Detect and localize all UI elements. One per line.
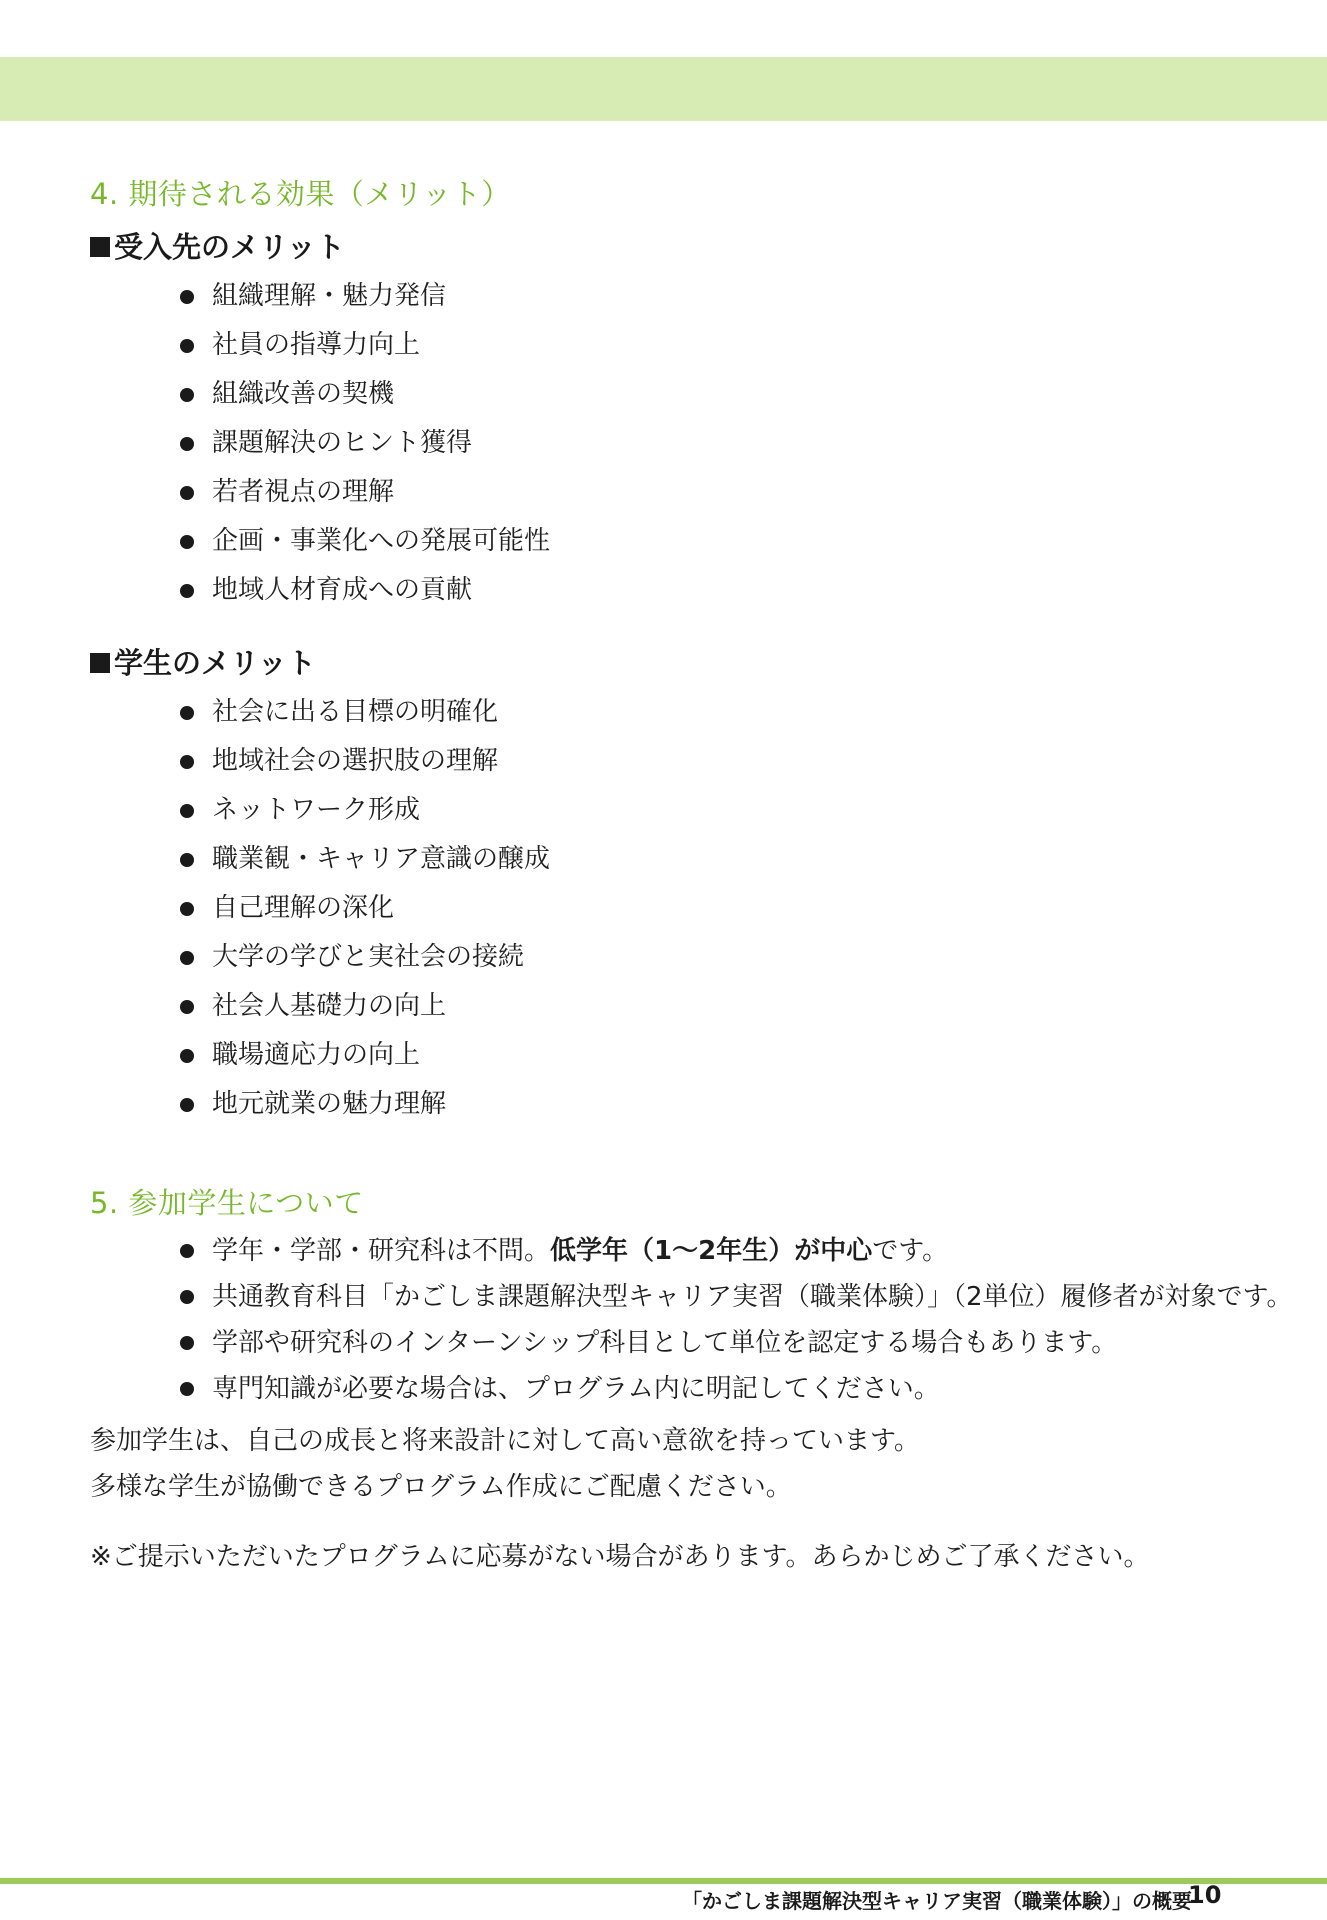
- bullet-icon: [180, 1000, 194, 1014]
- bullet-icon: [180, 804, 194, 818]
- bullet-icon: [180, 1049, 194, 1063]
- list-item-text: 地元就業の魅力理解: [212, 1089, 447, 1119]
- list-item: [180, 982, 550, 1031]
- emphasis-text: 低学年（1～2年生）が中心: [550, 1236, 873, 1266]
- bullet-icon: [180, 706, 194, 720]
- bullet-icon: [180, 535, 194, 549]
- list-item-text: 企画・事業化への発展可能性: [212, 526, 551, 556]
- list-item: [180, 933, 550, 982]
- list-item: [180, 419, 550, 468]
- bullet-icon: [180, 388, 194, 402]
- participant-list: [180, 1228, 1292, 1412]
- bullet-icon: [180, 1098, 194, 1112]
- note-text: ※ご提示いただいたプログラムに応募がない場合があります。あらかじめご了承ください。: [90, 1542, 1150, 1572]
- list-item-text: ネットワーク形成: [212, 795, 421, 825]
- bullet-icon: [180, 584, 194, 598]
- list-item: [180, 517, 550, 566]
- footer-title: 「かごしま課題解決型キャリア実習（職業体験）」の概要: [682, 1889, 1192, 1913]
- host-merits-list: [180, 272, 550, 615]
- footer-rule: [0, 1878, 1327, 1884]
- list-item: [180, 884, 550, 933]
- list-item-text: 学部や研究科のインターンシップ科目として単位を認定する場合もあります。: [212, 1328, 1118, 1358]
- list-item: [180, 1031, 550, 1080]
- bullet-icon: [180, 1382, 194, 1396]
- list-item-text: 共通教育科目「かごしま課題解決型キャリア実習（職業体験）」（2単位）履修者が対象です。: [212, 1282, 1293, 1312]
- square-bullet-icon: [90, 653, 110, 673]
- list-item: [180, 737, 550, 786]
- bullet-icon: [180, 902, 194, 916]
- list-item: [180, 272, 550, 321]
- list-item: [180, 835, 550, 884]
- list-item-text: 地域人材育成への貢献: [212, 575, 473, 605]
- bullet-icon: [180, 1244, 194, 1258]
- header-band: [0, 57, 1327, 121]
- bullet-icon: [180, 1290, 194, 1304]
- list-item: [180, 1320, 1292, 1366]
- bullet-icon: [180, 290, 194, 304]
- list-item: [180, 688, 550, 737]
- list-item: [180, 468, 550, 517]
- list-item-text: 若者視点の理解: [212, 477, 395, 507]
- list-item-text: 地域社会の選択肢の理解: [212, 746, 499, 776]
- list-item-text: 専門知識が必要な場合は、プログラム内に明記してください。: [212, 1374, 940, 1404]
- list-item: [180, 370, 550, 419]
- bullet-icon: [180, 437, 194, 451]
- section-5-heading: 5. 参加学生について: [90, 1186, 364, 1220]
- list-item: [180, 786, 550, 835]
- bullet-icon: [180, 951, 194, 965]
- list-item-text: 自己理解の深化: [212, 893, 395, 923]
- list-item: [180, 1274, 1292, 1320]
- paragraph: 多様な学生が協働できるプログラム作成にご配慮ください。: [90, 1472, 792, 1502]
- list-item: [180, 566, 550, 615]
- list-item-text: です。: [872, 1236, 949, 1266]
- host-merits-heading: [90, 225, 345, 266]
- list-item-text: 組織理解・魅力発信: [212, 281, 447, 311]
- host-merits-label: 受入先のメリット: [114, 230, 345, 264]
- list-item-text: 職業観・キャリア意識の醸成: [212, 844, 551, 874]
- list-item: [180, 1366, 1292, 1412]
- list-item-text: 大学の学びと実社会の接続: [212, 942, 525, 972]
- bullet-icon: [180, 1336, 194, 1350]
- list-item-text: 社会人基礎力の向上: [212, 991, 447, 1021]
- list-item-text: 学年・学部・研究科は不問。: [212, 1236, 551, 1266]
- list-item: [180, 321, 550, 370]
- section-4-heading: 4. 期待される効果（メリット）: [90, 177, 511, 211]
- list-item-text: 社員の指導力向上: [212, 330, 421, 360]
- page-number: 10: [1188, 1881, 1222, 1909]
- student-merits-heading: [90, 641, 316, 682]
- paragraph: 参加学生は、自己の成長と将来設計に対して高い意欲を持っています。: [90, 1426, 920, 1456]
- square-bullet-icon: [90, 237, 110, 257]
- bullet-icon: [180, 755, 194, 769]
- list-item: [180, 1080, 550, 1129]
- student-merits-label: 学生のメリット: [114, 646, 316, 680]
- list-item-text: 社会に出る目標の明確化: [212, 697, 499, 727]
- list-item-text: 組織改善の契機: [212, 379, 395, 409]
- bullet-icon: [180, 486, 194, 500]
- bullet-icon: [180, 339, 194, 353]
- list-item-text: 課題解決のヒント獲得: [212, 428, 473, 458]
- list-item-text: 職場適応力の向上: [212, 1040, 421, 1070]
- list-item: [180, 1228, 1292, 1274]
- student-merits-list: [180, 688, 550, 1129]
- bullet-icon: [180, 853, 194, 867]
